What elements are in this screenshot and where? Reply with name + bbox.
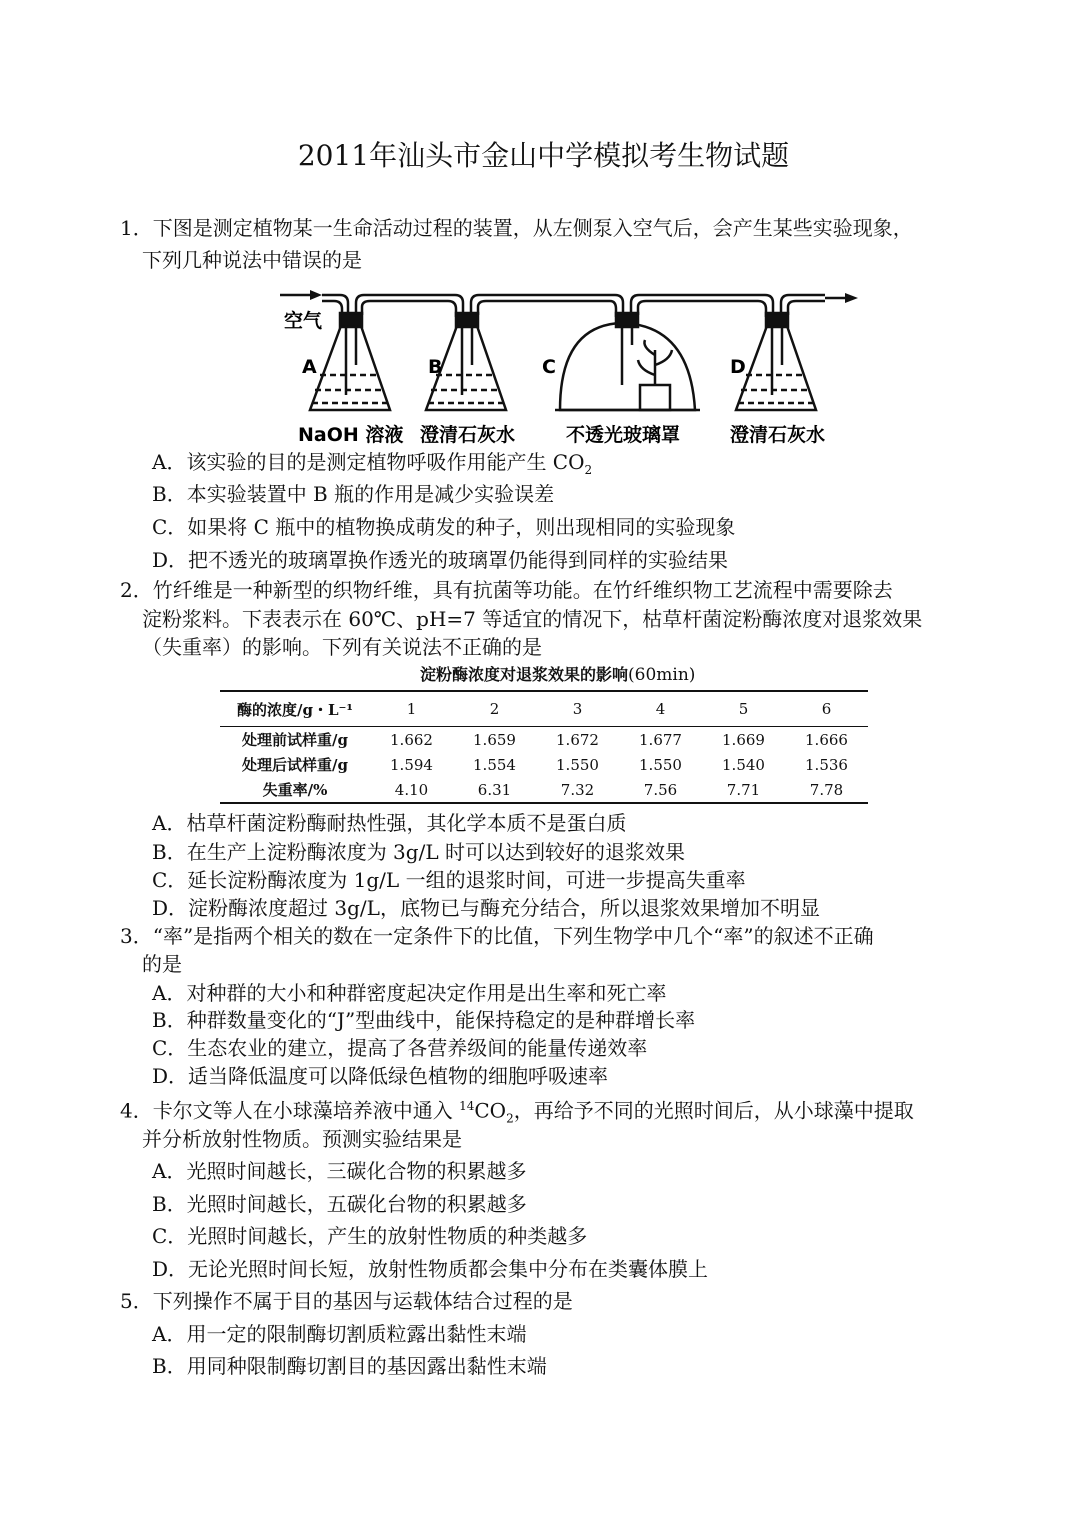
- q4-stem-line2: 并分析放射性物质。预测实验结果是: [142, 1127, 462, 1151]
- table-cell: 1.550: [556, 755, 599, 774]
- table-cell: 1.540: [722, 755, 765, 774]
- table-caption: 淀粉酶浓度对退浆效果的影响(60min): [420, 665, 696, 685]
- q4-option-b: B．光照时间越长，五碳化台物的积累越多: [152, 1192, 527, 1216]
- table-header-cell: 1: [370, 691, 453, 727]
- q2-option-b: B．在生产上淀粉酶浓度为 3g/L 时可以达到较好的退浆效果: [152, 840, 685, 864]
- table-cell: 失重率/%: [220, 777, 370, 803]
- table-cell: 1.677: [639, 730, 682, 749]
- q5-option-b: B．用同种限制酶切割目的基因露出黏性末端: [152, 1354, 547, 1378]
- flask-a: [310, 323, 390, 410]
- q3-stem-line2: 的是: [142, 952, 182, 976]
- table-cell: 7.78: [785, 777, 868, 803]
- table-cell: 7.56: [619, 777, 702, 803]
- table-header-cell: 3: [536, 691, 619, 727]
- q2-option-a: A．枯草杆菌淀粉酶耐热性强，其化学本质不是蛋白质: [152, 811, 627, 835]
- q3-option-d: D．适当降低温度可以降低绿色植物的细胞呼吸速率: [152, 1064, 609, 1088]
- q2-option-c: C．延长淀粉酶浓度为 1g/L 一组的退浆时间，可进一步提高失重率: [152, 868, 746, 892]
- q1-option-d: D．把不透光的玻璃罩换作透光的玻璃罩仍能得到同样的实验结果: [152, 548, 729, 572]
- q2-option-d: D．淀粉酶浓度超过 3g/L，底物已与酶充分结合，所以退浆效果增加不明显: [152, 896, 820, 920]
- q5-option-a: A．用一定的限制酶切割质粒露出黏性末端: [152, 1322, 527, 1346]
- q2-stem-line2: 淀粉浆料。下表表示在 60℃、pH=7 等适宜的情况下，枯草杆菌淀粉酶浓度对退浆效果: [142, 607, 923, 631]
- table-cell: 1.662: [390, 730, 433, 749]
- q3-option-b: B．种群数量变化的“J”型曲线中，能保持稳定的是种群增长率: [152, 1008, 696, 1032]
- q4-option-d: D．无论光照时间长短，放射性物质都会集中分布在类囊体膜上: [152, 1257, 709, 1281]
- table-cell: 7.32: [536, 777, 619, 803]
- table-cell: 4.10: [370, 777, 453, 803]
- caption-b: 澄清石灰水: [420, 424, 516, 446]
- q1-apparatus-diagram: [270, 285, 870, 450]
- caption-a: NaOH 溶液: [298, 424, 404, 446]
- air-label: 空气: [284, 310, 323, 332]
- table-header-cell: 酶的浓度/g・L⁻¹: [220, 691, 370, 727]
- table-row: [220, 777, 868, 803]
- table-cell: 1.594: [390, 755, 433, 774]
- caption-c: 不透光玻璃罩: [566, 424, 681, 446]
- q3-option-a: A．对种群的大小和种群密度起决定作用是出生率和死亡率: [152, 981, 667, 1005]
- flask-d: [736, 323, 816, 410]
- table-cell: 处理前试样重/g: [242, 731, 348, 749]
- page-title: 2011年汕头市金山中学模拟考生物试题: [297, 139, 790, 172]
- table-header-row: [220, 691, 868, 727]
- q1-option-a: A．该实验的目的是测定植物呼吸作用能产生 $CO_2$: [152, 450, 593, 477]
- table-header-cell: 6: [785, 691, 868, 727]
- caption-d: 澄清石灰水: [730, 424, 826, 446]
- label-a: A: [302, 356, 317, 378]
- table-cell: 1.554: [473, 755, 516, 774]
- label-d: D: [730, 356, 746, 378]
- q3-stem-line1: 3．“率”是指两个相关的数在一定条件下的比值，下列生物学中几个“率”的叙述不正确: [120, 924, 874, 948]
- table-cell: 1.666: [805, 730, 848, 749]
- label-c: C: [542, 356, 556, 378]
- q4-stem-line1: 4．卡尔文等人在小球藻培养液中通入 $^{14}CO_2$，再给予不同的光照时间后，从小球藻中提取: [120, 1098, 914, 1126]
- q3-option-c: C．生态农业的建立，提高了各营养级间的能量传递效率: [152, 1036, 648, 1060]
- table-cell: 处理后试样重/g: [242, 756, 348, 774]
- table-header-cell: 5: [702, 691, 785, 727]
- label-b: B: [428, 356, 443, 378]
- q4-option-a: A．光照时间越长，三碳化合物的积累越多: [152, 1159, 527, 1183]
- table-cell: 1.672: [556, 730, 599, 749]
- table-cell: 7.71: [702, 777, 785, 803]
- q1-option-b: B．本实验装置中 B 瓶的作用是减少实验误差: [152, 482, 555, 506]
- q1-stem-line2: 下列几种说法中错误的是: [142, 248, 362, 272]
- table-header-cell: 2: [453, 691, 536, 727]
- enzyme-table: [220, 690, 868, 804]
- q5-stem-line1: 5．下列操作不属于目的基因与运载体结合过程的是: [120, 1289, 573, 1313]
- table-row: [220, 752, 868, 777]
- q2-stem-line1: 2．竹纤维是一种新型的织物纤维，具有抗菌等功能。在竹纤维织物工艺流程中需要除去: [120, 578, 893, 602]
- table-cell: 1.550: [639, 755, 682, 774]
- q2-stem-line3: （失重率）的影响。下列有关说法不正确的是: [142, 635, 542, 659]
- table-row: [220, 727, 868, 753]
- table-cell: 1.659: [473, 730, 516, 749]
- q4-option-c: C．光照时间越长，产生的放射性物质的种类越多: [152, 1224, 588, 1248]
- table-header-cell: 4: [619, 691, 702, 727]
- q1-option-c: C．如果将 C 瓶中的植物换成萌发的种子，则出现相同的实验现象: [152, 515, 736, 539]
- table-cell: 1.536: [805, 755, 848, 774]
- q1-stem-line1: 1．下图是测定植物某一生命活动过程的装置，从左侧泵入空气后，会产生某些实验现象，: [120, 216, 913, 240]
- bell-jar-c: [560, 323, 695, 410]
- table-cell: 1.669: [722, 730, 765, 749]
- table-cell: 6.31: [453, 777, 536, 803]
